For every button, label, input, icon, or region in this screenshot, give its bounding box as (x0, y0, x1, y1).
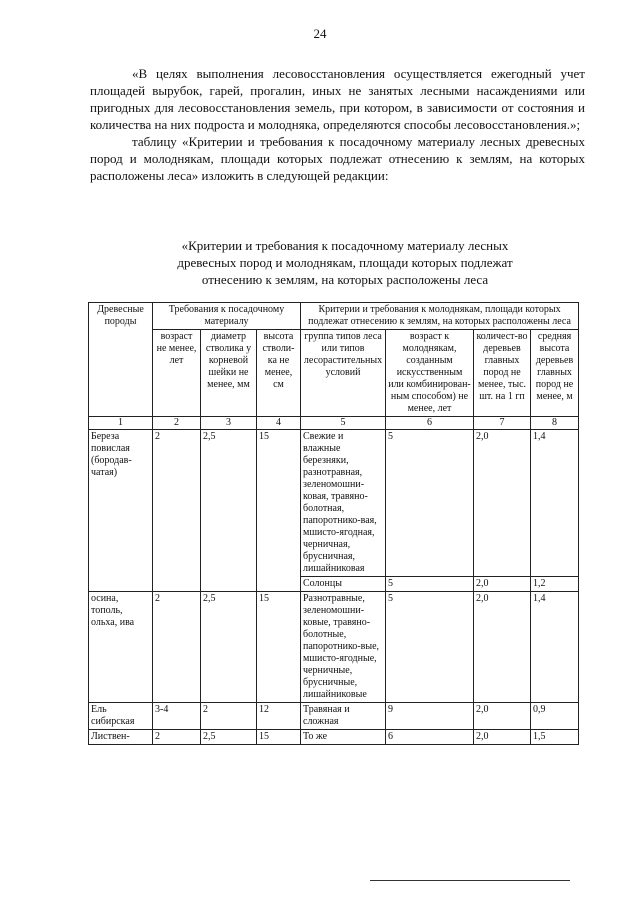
body-text (90, 65, 585, 184)
cell-young-age: 9 (386, 703, 474, 730)
cell-young-age: 5 (386, 592, 474, 703)
table-title-line: «Критерии и требования к посадочному материалу лесных (181, 238, 509, 253)
column-number: 8 (531, 417, 579, 430)
table-header-row (89, 303, 579, 330)
cell-young-age: 6 (386, 730, 474, 745)
cell-avg-height: 1,4 (531, 592, 579, 703)
table-row (89, 730, 579, 745)
cell-forest-type: Травяная и сложная (301, 703, 386, 730)
header-young-age: возраст к молоднякам, созданным искусственным или комбинирован-ным способом) не менее, лет (386, 330, 474, 417)
header-avg-height: средняя высота деревьев главных пород не менее, м (531, 330, 579, 417)
table-subheader-row (89, 330, 579, 417)
cell-young-age: 5 (386, 430, 474, 577)
cell-age: 3-4 (153, 703, 201, 730)
table-title (130, 237, 560, 288)
table-title-line: древесных пород и молоднякам, площади которых подлежат (177, 255, 513, 270)
header-diameter: диаметр стволика у корневой шейки не менее, мм (201, 330, 257, 417)
table-row (89, 703, 579, 730)
cell-species: Листвен- (89, 730, 153, 745)
header-planting-material: Требования к посадочному материалу (153, 303, 301, 330)
column-number-row (89, 417, 579, 430)
cell-forest-type: Разнотравные, зеленомошни-ковые, травяно-болотные, папоротнико-вые, мшисто-ягодные, черничные, брусничные, лишайниковые (301, 592, 386, 703)
cell-forest-type: То же (301, 730, 386, 745)
cell-diameter: 2,5 (201, 430, 257, 592)
cell-tree-count: 2,0 (474, 730, 531, 745)
page-number: 24 (313, 26, 327, 41)
cell-avg-height: 1,2 (531, 577, 579, 592)
cell-young-age: 5 (386, 577, 474, 592)
cell-height: 12 (257, 703, 301, 730)
cell-age: 2 (153, 430, 201, 592)
header-tree-count: количест-во деревьев главных пород не менее, тыс. шт. на 1 гп (474, 330, 531, 417)
cell-tree-count: 2,0 (474, 430, 531, 577)
cell-age: 2 (153, 592, 201, 703)
cell-species: Береза повислая (бородав-чатая) (89, 430, 153, 592)
page-bottom-rule (370, 880, 570, 881)
column-number: 6 (386, 417, 474, 430)
cell-forest-type: Свежие и влажные березняки, разнотравная, зеленомошни-ковая, травяно-болотная, папоротнико-вая, мшисто-ягодная, черничная, брусничная, лишайниковая (301, 430, 386, 577)
column-number: 5 (301, 417, 386, 430)
column-number: 3 (201, 417, 257, 430)
cell-diameter: 2,5 (201, 592, 257, 703)
column-number: 4 (257, 417, 301, 430)
cell-tree-count: 2,0 (474, 577, 531, 592)
cell-avg-height: 1,5 (531, 730, 579, 745)
cell-diameter: 2 (201, 703, 257, 730)
cell-species: осина, тополь, ольха, ива (89, 592, 153, 703)
column-number: 2 (153, 417, 201, 430)
header-young-stand-criteria: Критерии и требования к молоднякам, площади которых подлежат отнесению к землям, на которых расположены леса (301, 303, 579, 330)
table-row (89, 592, 579, 703)
cell-age: 2 (153, 730, 201, 745)
cell-height: 15 (257, 592, 301, 703)
cell-avg-height: 0,9 (531, 703, 579, 730)
paragraph-reforestation-accounting: «В целях выполнения лесовосстановления осуществляется ежегодный учет площадей вырубок, гарей, прогалин, иных не занятых лесными насаждениями или пригодных для лесовосстановления земель, при котором, в зависимости от состояния и количества на них подроста и молодняка, определяются способы лесовосстановления.»; (90, 66, 585, 132)
cell-diameter: 2,5 (201, 730, 257, 745)
table-row (89, 430, 579, 577)
cell-height: 15 (257, 430, 301, 592)
cell-tree-count: 2,0 (474, 703, 531, 730)
cell-avg-height: 1,4 (531, 430, 579, 577)
header-age: возраст не менее, лет (153, 330, 201, 417)
column-number: 7 (474, 417, 531, 430)
cell-tree-count: 2,0 (474, 592, 531, 703)
cell-species: Ель сибирская (89, 703, 153, 730)
header-forest-type: группа типов леса или типов лесорастительных условий (301, 330, 386, 417)
paragraph-table-replacement: таблицу «Критерии и требования к посадочному материалу лесных древесных пород и молоднякам, площади которых подлежат отнесению к землям, на которых расположены леса» изложить в следующей редакции: (90, 134, 585, 183)
cell-height: 15 (257, 730, 301, 745)
table-title-line: отнесению к землям, на которых расположены леса (201, 272, 489, 287)
column-number: 1 (89, 417, 153, 430)
header-height: высота стволи-ка не менее, см (257, 330, 301, 417)
cell-forest-type: Солонцы (301, 577, 386, 592)
criteria-table (88, 302, 579, 745)
header-species: Древесные породы (89, 303, 153, 417)
